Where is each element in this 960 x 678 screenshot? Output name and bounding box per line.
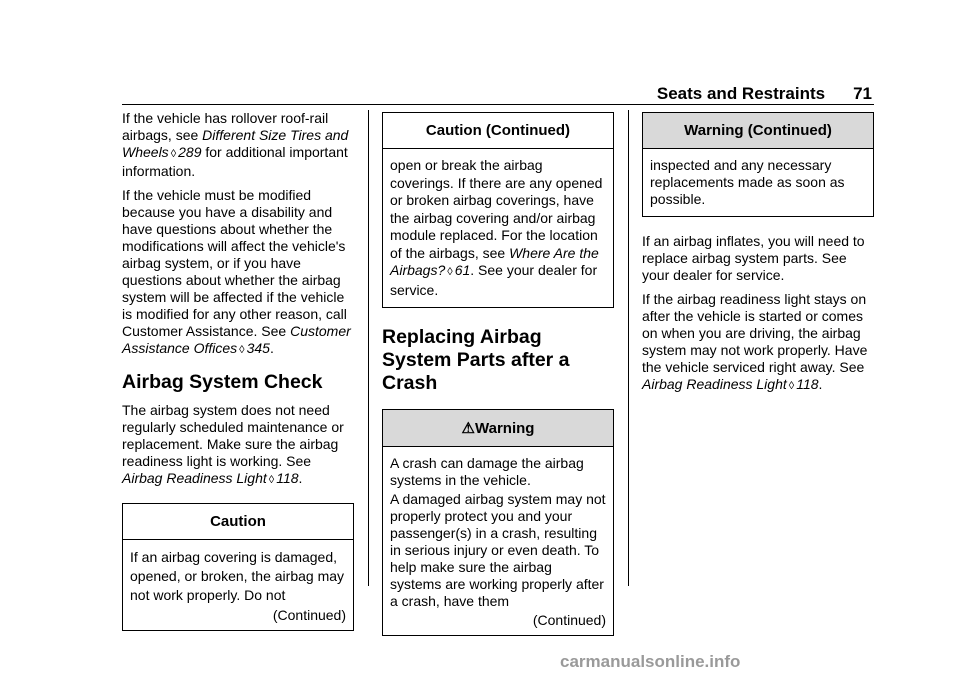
paragraph: If the airbag readiness light stays on after the vehicle is started or comes on when you are driving, the airbag system may not work properly. Have the vehicle serviced right away. See Airbag Readiness Light ◊ 118. [642, 291, 868, 392]
page-reference-number[interactable]: 61 [454, 262, 471, 278]
page-reference-icon: ◊ [170, 148, 177, 160]
column-middle [382, 110, 614, 636]
column-divider [368, 110, 369, 586]
page-reference-icon: ◊ [268, 474, 275, 486]
page-reference-number[interactable]: 118 [276, 470, 299, 486]
page-number: 71 [853, 84, 872, 103]
caution-title: Caution [123, 504, 353, 540]
cross-reference-link[interactable]: Airbag Readiness Light [642, 376, 787, 392]
cross-reference-link[interactable]: Airbag Readiness Light [122, 470, 267, 486]
caution-box-continued [382, 112, 614, 308]
page-reference-number[interactable]: 289 [178, 144, 202, 160]
header-rule [122, 104, 874, 105]
warning-box-continued [642, 112, 874, 217]
warning-title: Warning (Continued) [643, 113, 873, 149]
section-heading: Replacing Airbag System Parts after a Crash [382, 326, 570, 394]
continued-label: (Continued) [272, 607, 346, 623]
cross-reference-link[interactable]: Where Are the Airbags? [390, 244, 599, 278]
cross-reference-link[interactable]: Different Size Tires and Wheels [122, 127, 349, 160]
page-reference-icon: ◊ [447, 266, 453, 278]
paragraph: If the vehicle must be modified because you have a disability and have questions about whether the modifications will affect the vehicle's airbag system, or if you have questions about whether the airbag system will be affected if the vehicle is modified for any other reason, call Customer Assistance. See Customer Assistance Offices ◊ 345. [122, 187, 351, 356]
page-header [650, 84, 872, 106]
warning-box [382, 409, 614, 636]
watermark: carmanualsonline.info [560, 652, 741, 671]
column-left [122, 110, 354, 631]
column-right [642, 110, 874, 402]
warning-title-bar: ⚠Warning [383, 410, 613, 447]
page-reference-number[interactable]: 118 [796, 376, 819, 392]
caution-body: If an airbag covering is damaged, opened, or broken, the airbag may not work properly. Do not (Continued) [130, 549, 346, 623]
page-reference-number[interactable]: 345 [246, 340, 270, 356]
caution-box [122, 503, 354, 631]
column-divider [628, 110, 629, 586]
cross-reference-link[interactable]: Customer Assistance Offices [122, 323, 351, 356]
paragraph: The airbag system does not need regularly scheduled maintenance or replacement. Make sure the airbag readiness light is working. See Airbag Readiness Light ◊ 118. [122, 402, 344, 486]
warning-body: inspected and any necessary replacements made as soon as possible. [650, 157, 845, 207]
warning-body: A crash can damage the airbag systems in the vehicle. A damaged airbag system may not properly protect you and your passenger(s) in a crash, resulting in serious injury or even death. To help make sure the airbag systems are working properly after a crash, have them (Continued) [390, 455, 606, 628]
section-title: Seats and Restraints [656, 84, 826, 103]
continued-label: (Continued) [532, 612, 606, 628]
paragraph: If the vehicle has rollover roof-rail airbags, see Different Size Tires and Wheels ◊ 289 for additional important information. [122, 110, 349, 179]
warning-triangle-icon: ⚠ [461, 420, 475, 437]
caution-title: Caution (Continued) [383, 113, 613, 149]
page-reference-icon: ◊ [788, 380, 795, 392]
page-reference-icon: ◊ [239, 344, 245, 356]
caution-body: open or break the airbag coverings. If there are any opened or broken airbag coverings, have the airbag covering and/or airbag module replaced. For the location of the airbags, see Where Are the Airbags? ◊ 61. See your dealer for service. [390, 157, 603, 298]
section-heading: Airbag System Check [122, 371, 323, 393]
paragraph: If an airbag inflates, you will need to replace airbag system parts. See your dealer for service. [642, 233, 865, 283]
